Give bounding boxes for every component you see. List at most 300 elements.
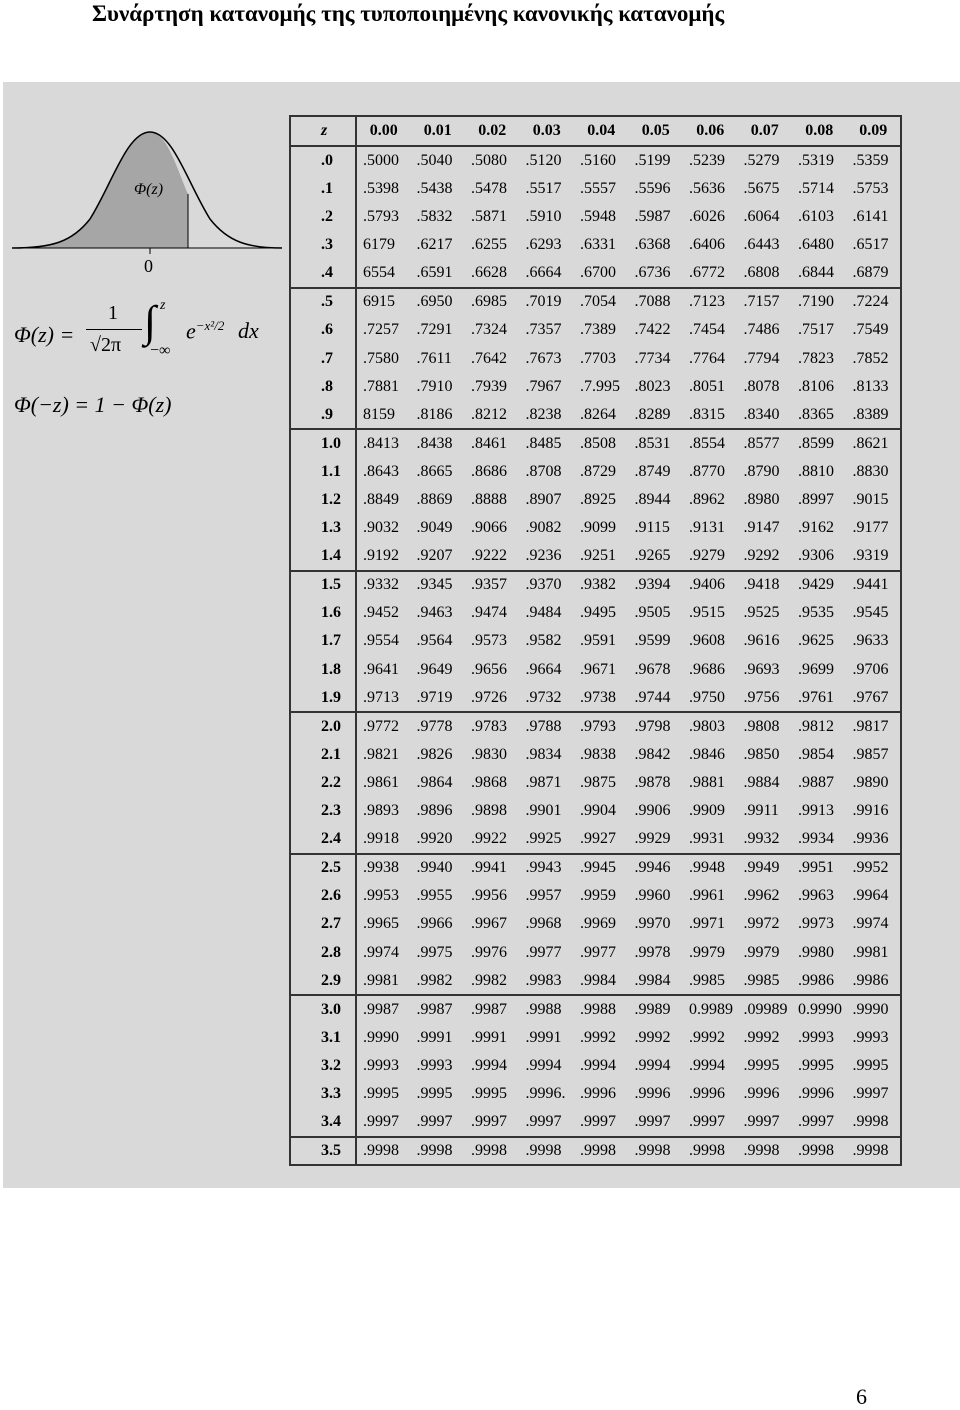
probability-cell: .9913 bbox=[798, 802, 834, 820]
probability-cell: .9949 bbox=[738, 854, 793, 882]
table-row bbox=[290, 401, 901, 429]
probability-cell: .9934 bbox=[798, 830, 834, 848]
probability-cell: .8461 bbox=[465, 429, 520, 457]
table-row bbox=[290, 1108, 901, 1136]
probability-cell: .8365 bbox=[798, 405, 834, 423]
probability-cell: .9429 bbox=[792, 571, 847, 599]
column-header: 0.05 bbox=[629, 116, 684, 146]
probability-cell: .9925 bbox=[525, 830, 562, 848]
z-value-cell: 2.7 bbox=[290, 910, 356, 938]
probability-cell: .9357 bbox=[465, 571, 520, 599]
probability-cell: .5793 bbox=[363, 208, 399, 226]
z-value-cell: 3.1 bbox=[290, 1024, 356, 1052]
probability-cell: 8159 bbox=[363, 405, 395, 423]
probability-cell: .9441 bbox=[847, 571, 902, 599]
probability-cell: .9964 bbox=[852, 887, 889, 905]
probability-cell: .8830 bbox=[852, 462, 889, 480]
probability-cell: .9994 bbox=[525, 1056, 562, 1074]
probability-cell: .8078 bbox=[743, 377, 780, 395]
integral-sign: ∫ bbox=[144, 297, 157, 346]
probability-cell: .9998 bbox=[465, 1137, 520, 1165]
probability-cell: .9699 bbox=[798, 660, 834, 678]
probability-cell: .9918 bbox=[363, 830, 399, 848]
z-value-cell: 2.0 bbox=[290, 712, 356, 740]
z-value-cell: 2.8 bbox=[290, 939, 356, 967]
probability-cell: 6179 bbox=[363, 236, 395, 254]
z-value-cell: .1 bbox=[290, 175, 356, 203]
probability-cell: .7967 bbox=[525, 377, 562, 395]
probability-cell: .9977 bbox=[525, 943, 562, 961]
z-value-cell: .3 bbox=[290, 231, 356, 259]
probability-cell: .7611 bbox=[416, 349, 452, 367]
probability-cell: .8770 bbox=[689, 462, 725, 480]
probability-cell: .9979 bbox=[743, 943, 780, 961]
probability-cell: .9761 bbox=[798, 688, 834, 706]
z-value-cell: 2.5 bbox=[290, 854, 356, 882]
z-value-cell: .9 bbox=[290, 401, 356, 429]
table-row bbox=[290, 429, 901, 457]
column-header: 0.06 bbox=[683, 116, 738, 146]
probability-cell: .9992 bbox=[689, 1028, 725, 1046]
probability-cell: .9564 bbox=[416, 632, 453, 650]
probability-cell: .9878 bbox=[634, 773, 671, 791]
probability-cell: .9812 bbox=[792, 712, 847, 740]
table-row bbox=[290, 146, 901, 174]
probability-cell: .9732 bbox=[525, 688, 562, 706]
probability-cell: .8051 bbox=[689, 377, 725, 395]
probability-cell: .9671 bbox=[580, 660, 616, 678]
probability-cell: .09989 bbox=[738, 995, 793, 1023]
probability-cell: .5438 bbox=[416, 179, 453, 197]
probability-cell: .5120 bbox=[525, 151, 562, 169]
probability-cell: .5160 bbox=[580, 151, 616, 169]
probability-cell: .9993 bbox=[363, 1056, 399, 1074]
probability-cell: .7054 bbox=[574, 288, 629, 316]
probability-cell: .9998 bbox=[852, 1113, 889, 1131]
probability-cell: .9997 bbox=[580, 1113, 616, 1131]
probability-cell: .5000 bbox=[363, 151, 399, 169]
table-row bbox=[290, 344, 901, 372]
probability-cell: .8413 bbox=[356, 429, 411, 457]
probability-cell: .9846 bbox=[689, 745, 725, 763]
probability-cell: .9988 bbox=[574, 995, 629, 1023]
probability-cell: .9998 bbox=[738, 1137, 793, 1165]
probability-cell: .9099 bbox=[580, 519, 616, 537]
z-table-header-row bbox=[290, 116, 901, 146]
probability-cell: .9633 bbox=[852, 632, 889, 650]
probability-cell: .9992 bbox=[743, 1028, 780, 1046]
probability-cell: .9890 bbox=[852, 773, 889, 791]
probability-cell: .9535 bbox=[798, 604, 834, 622]
table-row bbox=[290, 175, 901, 203]
probability-cell: .7642 bbox=[471, 349, 507, 367]
probability-cell: .6026 bbox=[689, 208, 725, 226]
probability-cell: .8708 bbox=[525, 462, 562, 480]
probability-cell: .8980 bbox=[743, 491, 780, 508]
probability-cell: .5359 bbox=[852, 151, 889, 169]
z-value-cell: 3.5 bbox=[290, 1137, 356, 1165]
table-row bbox=[290, 373, 901, 401]
z-header: z bbox=[290, 116, 356, 146]
probability-cell: .9997 bbox=[416, 1113, 453, 1131]
z-value-cell: 2.9 bbox=[290, 967, 356, 995]
probability-cell: .9049 bbox=[416, 519, 453, 537]
probability-cell: .9898 bbox=[471, 802, 507, 820]
column-header: 0.00 bbox=[356, 116, 411, 146]
probability-cell: .9957 bbox=[525, 887, 562, 905]
table-row bbox=[290, 599, 901, 627]
probability-cell: .9987 bbox=[356, 995, 411, 1023]
probability-cell: 0.9990 bbox=[792, 995, 847, 1023]
probability-cell: .9591 bbox=[580, 632, 616, 650]
probability-cell: .7257 bbox=[363, 321, 399, 339]
probability-cell: .5910 bbox=[525, 208, 562, 226]
probability-cell: .8577 bbox=[738, 429, 793, 457]
probability-cell: .9131 bbox=[689, 519, 725, 537]
probability-cell: .5319 bbox=[798, 151, 834, 169]
probability-cell: .9706 bbox=[852, 660, 889, 678]
probability-cell: .9965 bbox=[363, 915, 399, 933]
probability-cell: .9997 bbox=[363, 1113, 399, 1131]
probability-cell: .9162 bbox=[798, 519, 834, 537]
probability-cell: .9991 bbox=[471, 1028, 507, 1046]
z-value-cell: 3.4 bbox=[290, 1108, 356, 1136]
probability-cell: .9406 bbox=[683, 571, 738, 599]
probability-cell: .9608 bbox=[689, 632, 725, 650]
probability-cell: .6950 bbox=[411, 288, 466, 316]
probability-cell: .9345 bbox=[411, 571, 466, 599]
probability-cell: .9236 bbox=[525, 547, 562, 565]
probability-cell: .9997 bbox=[743, 1113, 780, 1131]
column-header: 0.09 bbox=[847, 116, 902, 146]
table-row bbox=[290, 1052, 901, 1080]
probability-cell: .9929 bbox=[634, 830, 671, 848]
formula-denominator: √2π bbox=[90, 334, 122, 356]
probability-cell: .5557 bbox=[580, 179, 616, 197]
probability-cell: .9738 bbox=[580, 688, 616, 706]
integral-lower-limit: −∞ bbox=[150, 342, 171, 359]
table-row bbox=[290, 1137, 901, 1165]
probability-cell: .6406 bbox=[689, 236, 725, 254]
z-value-cell: .4 bbox=[290, 259, 356, 287]
probability-cell: .8643 bbox=[363, 462, 399, 480]
table-row bbox=[290, 825, 901, 853]
z-value-cell: 3.2 bbox=[290, 1052, 356, 1080]
probability-cell: .5871 bbox=[471, 208, 507, 226]
probability-cell: .9222 bbox=[471, 547, 507, 565]
probability-cell: .9495 bbox=[580, 604, 616, 622]
probability-cell: .9990 bbox=[363, 1028, 399, 1046]
probability-cell: .9995 bbox=[852, 1056, 889, 1074]
probability-cell: .9884 bbox=[743, 773, 780, 791]
column-header: 0.03 bbox=[520, 116, 575, 146]
table-row bbox=[290, 627, 901, 655]
probability-cell: .9985 bbox=[743, 971, 780, 989]
probability-cell: .9946 bbox=[629, 854, 684, 882]
probability-cell: .8944 bbox=[634, 491, 671, 508]
probability-cell: 6915 bbox=[356, 288, 411, 316]
probability-cell: .7823 bbox=[798, 349, 834, 367]
probability-cell: .9817 bbox=[847, 712, 902, 740]
probability-cell: .6331 bbox=[580, 236, 616, 254]
probability-cell: 6554 bbox=[363, 264, 395, 282]
probability-cell: .9960 bbox=[634, 887, 671, 905]
probability-cell: .9972 bbox=[743, 915, 780, 933]
probability-cell: .8531 bbox=[629, 429, 684, 457]
probability-cell: .6628 bbox=[471, 264, 507, 282]
probability-cell: .5714 bbox=[798, 179, 834, 197]
probability-cell: .9995 bbox=[363, 1085, 399, 1103]
probability-cell: .8340 bbox=[743, 405, 780, 423]
probability-cell: .9971 bbox=[689, 915, 725, 933]
probability-cell: .9981 bbox=[363, 971, 399, 989]
probability-cell: .9719 bbox=[416, 688, 453, 706]
probability-cell: .5080 bbox=[471, 151, 507, 169]
column-header: 0.07 bbox=[738, 116, 793, 146]
probability-cell: .8186 bbox=[416, 405, 453, 423]
z-value-cell: .7 bbox=[290, 344, 356, 372]
probability-cell: .7088 bbox=[629, 288, 684, 316]
table-row bbox=[290, 712, 901, 740]
probability-cell: .8925 bbox=[580, 491, 616, 508]
probability-cell: .9750 bbox=[689, 688, 725, 706]
probability-cell: .6985 bbox=[465, 288, 520, 316]
probability-cell: .7881 bbox=[363, 377, 399, 395]
probability-cell: .9525 bbox=[743, 604, 780, 622]
probability-cell: .9625 bbox=[798, 632, 834, 650]
probability-cell: .7454 bbox=[689, 321, 725, 339]
probability-cell: .9332 bbox=[356, 571, 411, 599]
probability-cell: 0.9989 bbox=[683, 995, 738, 1023]
probability-cell: .7580 bbox=[363, 349, 399, 367]
table-row bbox=[290, 203, 901, 231]
normal-curve-figure bbox=[12, 124, 282, 256]
z-value-cell: 1.2 bbox=[290, 486, 356, 514]
probability-cell: .9959 bbox=[580, 887, 616, 905]
probability-cell: .9265 bbox=[634, 547, 671, 565]
column-header: 0.01 bbox=[411, 116, 466, 146]
probability-cell: .5239 bbox=[689, 151, 725, 169]
probability-cell: .5753 bbox=[852, 179, 889, 197]
curve-area-label: Φ(z) bbox=[134, 181, 164, 198]
table-row bbox=[290, 542, 901, 570]
probability-cell: .9985 bbox=[689, 971, 725, 989]
probability-cell: .7939 bbox=[471, 377, 507, 395]
probability-cell: .8264 bbox=[580, 405, 616, 423]
probability-cell: .9990 bbox=[847, 995, 902, 1023]
table-row bbox=[290, 854, 901, 882]
probability-cell: .9838 bbox=[580, 745, 616, 763]
probability-cell: .9599 bbox=[634, 632, 671, 650]
z-value-cell: 2.6 bbox=[290, 882, 356, 910]
probability-cell: .5279 bbox=[743, 151, 780, 169]
probability-cell: .9943 bbox=[520, 854, 575, 882]
probability-cell: .9649 bbox=[416, 660, 453, 678]
probability-cell: .9842 bbox=[634, 745, 671, 763]
table-row bbox=[290, 259, 901, 287]
table-row bbox=[290, 656, 901, 684]
probability-cell: .9192 bbox=[363, 547, 399, 565]
probability-cell: .9772 bbox=[356, 712, 411, 740]
probability-cell: .8599 bbox=[792, 429, 847, 457]
z-value-cell: .5 bbox=[290, 288, 356, 316]
probability-cell: .9994 bbox=[580, 1056, 616, 1074]
probability-cell: .9969 bbox=[580, 915, 616, 933]
probability-cell: .7422 bbox=[634, 321, 671, 339]
table-row bbox=[290, 458, 901, 486]
probability-cell: .6772 bbox=[689, 264, 725, 282]
probability-cell: .7224 bbox=[847, 288, 902, 316]
probability-cell: .9982 bbox=[416, 971, 453, 989]
integral-upper-limit: z bbox=[160, 298, 166, 313]
probability-cell: .9901 bbox=[525, 802, 562, 820]
probability-cell: .9808 bbox=[738, 712, 793, 740]
z-value-cell: .6 bbox=[290, 316, 356, 344]
probability-cell: .9980 bbox=[798, 943, 834, 961]
probability-cell: .6064 bbox=[743, 208, 780, 226]
table-row bbox=[290, 882, 901, 910]
z-table bbox=[289, 115, 902, 1166]
integrand-base: e bbox=[186, 318, 196, 344]
probability-cell: .6141 bbox=[852, 208, 889, 226]
probability-cell: .8289 bbox=[634, 405, 671, 423]
probability-cell: .9976 bbox=[471, 943, 507, 961]
probability-cell: .9887 bbox=[798, 773, 834, 791]
probability-cell: .9793 bbox=[574, 712, 629, 740]
probability-cell: .9767 bbox=[852, 688, 889, 706]
page-number: 6 bbox=[856, 1384, 867, 1409]
probability-cell: .9664 bbox=[525, 660, 562, 678]
table-row bbox=[290, 939, 901, 967]
table-row bbox=[290, 571, 901, 599]
probability-cell: .9941 bbox=[465, 854, 520, 882]
probability-cell: .9995 bbox=[416, 1085, 453, 1103]
z-value-cell: 1.1 bbox=[290, 458, 356, 486]
probability-cell: .9931 bbox=[689, 830, 725, 848]
probability-cell: .9861 bbox=[363, 773, 399, 791]
probability-cell: .5199 bbox=[634, 151, 671, 169]
table-row bbox=[290, 967, 901, 995]
probability-cell: .8849 bbox=[363, 491, 399, 508]
probability-cell: .9756 bbox=[743, 688, 780, 706]
z-value-cell: 2.2 bbox=[290, 769, 356, 797]
probability-cell: .9982 bbox=[471, 971, 507, 989]
probability-cell: .7910 bbox=[416, 377, 453, 395]
probability-cell: .7291 bbox=[416, 321, 453, 339]
probability-cell: .9830 bbox=[471, 745, 507, 763]
probability-cell: .8665 bbox=[416, 462, 453, 480]
table-row bbox=[290, 231, 901, 259]
probability-cell: .9977 bbox=[580, 943, 616, 961]
probability-cell: .9916 bbox=[852, 802, 889, 820]
probability-cell: .9998 bbox=[847, 1137, 902, 1165]
probability-cell: .9875 bbox=[580, 773, 616, 791]
probability-cell: .7190 bbox=[792, 288, 847, 316]
probability-cell: .9998 bbox=[629, 1137, 684, 1165]
probability-cell: .9505 bbox=[634, 604, 671, 622]
probability-cell: .7324 bbox=[471, 321, 507, 339]
probability-cell: .9987 bbox=[465, 995, 520, 1023]
probability-cell: .9956 bbox=[471, 887, 507, 905]
probability-cell: .9911 bbox=[743, 802, 779, 820]
symmetry-formula: Φ(−z) = 1 − Φ(z) bbox=[14, 392, 172, 417]
probability-cell: .7673 bbox=[525, 349, 562, 367]
probability-cell: .6103 bbox=[798, 208, 834, 226]
probability-cell: .9207 bbox=[416, 547, 453, 565]
probability-cell: .9744 bbox=[634, 688, 671, 706]
probability-cell: .9474 bbox=[471, 604, 507, 622]
probability-cell: .9641 bbox=[363, 660, 399, 678]
probability-cell: .9998 bbox=[411, 1137, 466, 1165]
zero-label: 0 bbox=[144, 256, 153, 276]
probability-cell: .8389 bbox=[852, 405, 889, 423]
z-value-cell: .0 bbox=[290, 146, 356, 174]
probability-cell: .9582 bbox=[525, 632, 562, 650]
probability-cell: .9998 bbox=[520, 1137, 575, 1165]
probability-cell: .6480 bbox=[798, 236, 834, 254]
probability-cell: .7486 bbox=[743, 321, 780, 339]
probability-cell: .9251 bbox=[580, 547, 616, 565]
probability-cell: .8869 bbox=[416, 491, 453, 508]
probability-cell: .6808 bbox=[743, 264, 780, 282]
probability-cell: .9938 bbox=[356, 854, 411, 882]
probability-cell: .9979 bbox=[689, 943, 725, 961]
probability-cell: .9993 bbox=[798, 1028, 834, 1046]
probability-cell: .7357 bbox=[525, 321, 562, 339]
probability-cell: .9997 bbox=[525, 1113, 562, 1131]
probability-cell: .9319 bbox=[852, 547, 889, 565]
probability-cell: .9909 bbox=[689, 802, 725, 820]
probability-cell: .7389 bbox=[580, 321, 616, 339]
probability-cell: .9994 bbox=[471, 1056, 507, 1074]
probability-cell: .9974 bbox=[852, 915, 889, 933]
z-value-cell: 1.5 bbox=[290, 571, 356, 599]
probability-cell: .9713 bbox=[363, 688, 399, 706]
probability-cell: .9953 bbox=[363, 887, 399, 905]
probability-cell: .9991 bbox=[525, 1028, 562, 1046]
probability-cell: .9616 bbox=[743, 632, 780, 650]
probability-cell: .8485 bbox=[520, 429, 575, 457]
probability-cell: .9370 bbox=[520, 571, 575, 599]
probability-cell: .8907 bbox=[525, 491, 562, 508]
probability-cell: .8888 bbox=[471, 491, 507, 508]
probability-cell: .8238 bbox=[525, 405, 562, 423]
probability-cell: .8749 bbox=[634, 462, 671, 480]
probability-cell: .9932 bbox=[743, 830, 780, 848]
probability-cell: .8106 bbox=[798, 377, 834, 395]
probability-cell: .9834 bbox=[525, 745, 562, 763]
z-value-cell: 2.4 bbox=[290, 825, 356, 853]
integrand bbox=[186, 318, 224, 344]
probability-cell: .9177 bbox=[852, 519, 889, 537]
probability-cell: .9994 bbox=[689, 1056, 725, 1074]
probability-cell: .9992 bbox=[580, 1028, 616, 1046]
probability-cell: .9147 bbox=[743, 519, 780, 537]
z-value-cell: 3.3 bbox=[290, 1080, 356, 1108]
probability-cell: .9984 bbox=[580, 971, 616, 989]
probability-cell: .9966 bbox=[416, 915, 453, 933]
probability-cell: .9997 bbox=[798, 1113, 834, 1131]
probability-cell: .9970 bbox=[634, 915, 671, 933]
probability-cell: .9948 bbox=[683, 854, 738, 882]
probability-cell: .9996 bbox=[634, 1085, 671, 1103]
probability-cell: .9893 bbox=[363, 802, 399, 820]
probability-cell: .6368 bbox=[634, 236, 671, 254]
probability-cell: .6879 bbox=[852, 264, 889, 282]
probability-cell: .9857 bbox=[852, 745, 889, 763]
probability-cell: .7794 bbox=[743, 349, 780, 367]
probability-cell: .9922 bbox=[471, 830, 507, 848]
